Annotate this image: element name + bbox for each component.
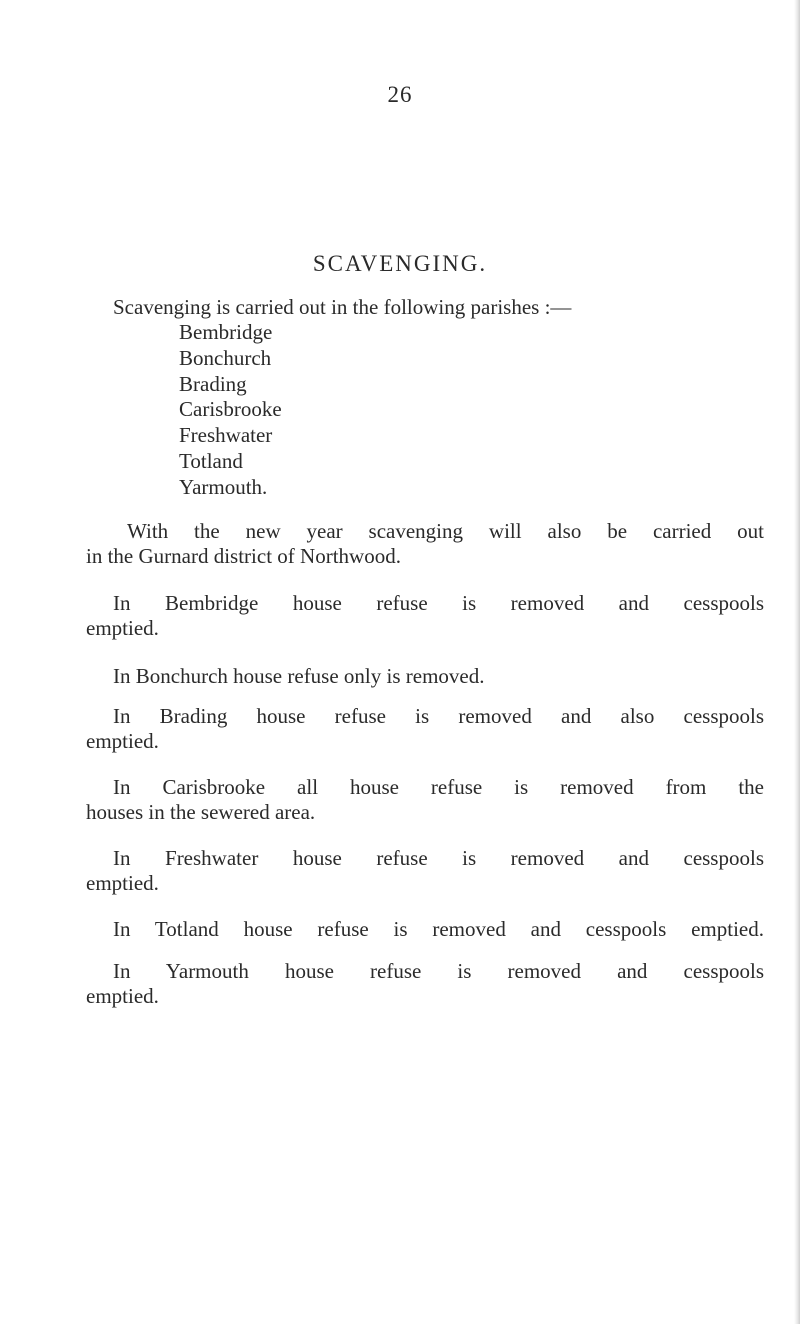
paragraph-line: In Brading house refuse is removed and also cesspools [113, 704, 764, 728]
parish-list [179, 320, 282, 501]
paragraph-carisbrooke [86, 775, 764, 825]
page-edge-shadow [794, 0, 800, 1324]
page-number: 26 [387, 82, 413, 107]
parish-item: Yarmouth. [179, 474, 268, 499]
paragraph-line: In Yarmouth house refuse is removed and cesspools [113, 959, 764, 983]
paragraph-line: In Carisbrooke all house refuse is removed from the [113, 775, 764, 799]
paragraph-totland [86, 917, 764, 942]
paragraph-line: In Bonchurch house refuse only is removed. [113, 664, 485, 688]
parish-item: Freshwater [179, 423, 273, 448]
paragraph-line: emptied. [86, 871, 159, 895]
paragraph-line: emptied. [86, 616, 159, 640]
paragraph-brading [86, 704, 764, 754]
paragraph-line: In Totland house refuse is removed and cesspools emptied. [113, 917, 764, 941]
paragraph-line: houses in the sewered area. [86, 800, 316, 824]
paragraph-yarmouth [86, 959, 764, 1009]
parish-item: Carisbrooke [179, 397, 282, 422]
paragraph-line: In Freshwater house refuse is removed and cesspools [113, 846, 764, 870]
parish-item: Bembridge [179, 320, 273, 344]
intro-sentence: Scavenging is carried out in the following parishes :— [113, 295, 572, 319]
section-heading: SCAVENGING. [312, 251, 488, 276]
paragraph-freshwater [86, 846, 764, 896]
parish-item: Bonchurch [179, 345, 272, 370]
paragraph-line: in the Gurnard district of Northwood. [86, 544, 401, 568]
paragraph-line: emptied. [86, 984, 159, 1008]
paragraph-gurnard [86, 519, 764, 569]
paragraph-bembridge [86, 591, 764, 641]
paragraph-line: emptied. [86, 729, 159, 753]
parish-item: Brading [179, 371, 247, 396]
paragraph-bonchurch [86, 664, 764, 689]
paragraph-line: With the new year scavenging will also be carried out [127, 519, 764, 543]
parish-item: Totland [179, 448, 243, 473]
paragraph-line: In Bembridge house refuse is removed and cesspools [113, 591, 764, 615]
